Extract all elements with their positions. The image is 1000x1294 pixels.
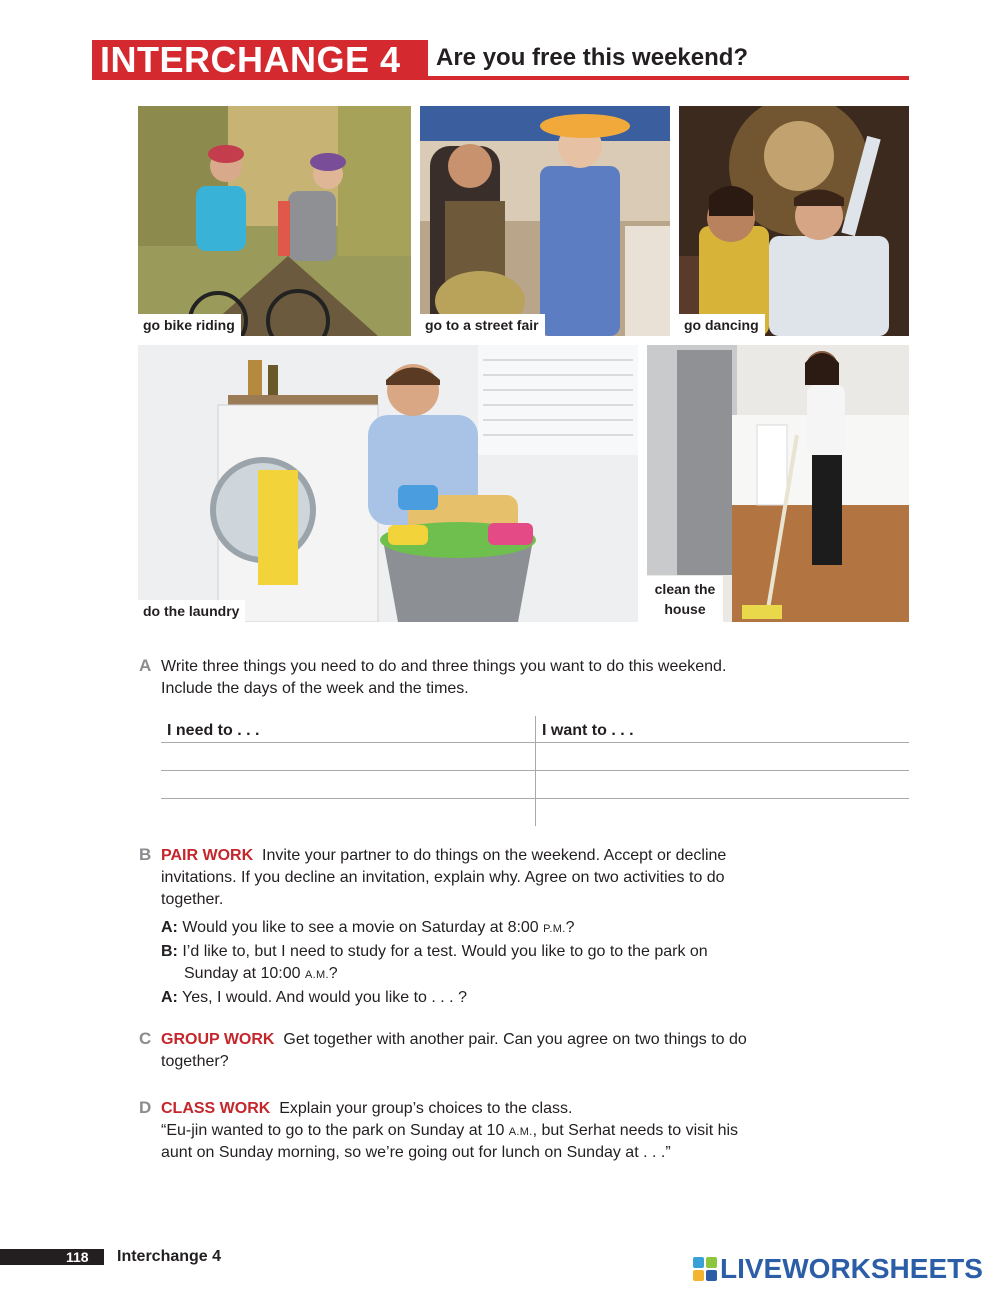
liveworksheets-brand[interactable]: LIVEWORKSHEETS [720,1253,983,1284]
exercise-a-line2: Include the days of the week and the times. [161,680,469,697]
exercise-b-line1-text: Invite your partner to do things on the weekend. Accept or decline [262,847,727,864]
dialog-2b-text: Sunday at 10:00 [184,965,305,982]
dialog-1-text: Would you like to see a movie on Saturday at 8:00 [182,919,544,936]
header-rule [428,76,909,80]
dialog-line-2 [161,941,708,963]
dialog-line-2b [184,963,338,986]
exercise-a-letter: A [139,656,152,675]
quote-1a: “Eu-jin wanted to go to the park on Sunday at 10 [161,1122,509,1139]
speaker-a-2: A: [161,989,178,1006]
speaker-a: A: [161,919,178,936]
table-line-2 [161,770,909,771]
table-line-1 [161,742,909,743]
caption-bike-riding: go bike riding [138,314,241,336]
exercise-d-line1 [161,1098,572,1120]
street-fair-image [420,106,670,336]
table-line-3 [161,798,909,799]
page-title: Are you free this weekend? [436,44,749,71]
quote-1-am: A.M. [508,1126,533,1138]
dialog-line-3 [161,987,467,1009]
photo-laundry [138,345,638,622]
exercise-b-line2: invitations. If you decline an invitation, explain why. Agree on two activities to do [161,869,725,886]
exercise-b-line3: together. [161,891,224,908]
caption-laundry: do the laundry [138,600,245,622]
exercise-d-quote2: aunt on Sunday morning, so we’re going out for lunch on Sunday at . . .” [161,1144,671,1161]
quote-1b: , but Serhat needs to visit his [532,1122,739,1139]
exercise-c-line2: together? [161,1053,229,1070]
exercise-c-letter: C [139,1029,152,1048]
caption-dancing: go dancing [679,314,765,336]
caption-clean-house: clean the house [647,576,723,622]
table-header-need: I need to . . . [167,722,260,739]
table-header-want: I want to . . . [542,722,634,739]
speaker-b: B: [161,943,178,960]
group-work-keyword: GROUP WORK [161,1031,275,1048]
liveworksheets-logo-icon [693,1257,717,1281]
exercise-b-line1 [161,845,726,867]
dialog-1-end: ? [565,919,575,936]
exercise-d-quote1 [161,1120,738,1143]
page-unit-name: Interchange 4 [117,1248,222,1265]
dialog-1-pm: P.M. [543,923,566,935]
exercise-b-letter: B [139,845,152,864]
photo-street-fair [420,106,670,336]
exercise-d-letter: D [139,1098,152,1117]
photo-clean-house [647,345,909,622]
photo-dancing [679,106,909,336]
exercise-c-line1-text: Get together with another pair. Can you agree on two things to do [283,1031,747,1048]
exercise-a-line1: Write three things you need to do and three things you want to do this weekend. [161,658,727,675]
unit-label: INTERCHANGE 4 [100,39,401,80]
dialog-2-text: I’d like to, but I need to study for a test. Would you like to go to the park on [182,943,708,960]
photo-bike-riding [138,106,411,336]
class-work-keyword: CLASS WORK [161,1100,271,1117]
dialog-3-text: Yes, I would. And would you like to . . . ? [182,989,467,1006]
dialog-2b-am: A.M. [304,969,329,981]
exercise-c-line1 [161,1029,747,1051]
dialog-line-1 [161,917,574,940]
page-number: 118 [66,1249,89,1265]
exercise-d-line1-text: Explain your group’s choices to the class. [279,1100,573,1117]
dialog-2b-end: ? [328,965,338,982]
bike-riding-image [138,106,411,336]
pair-work-keyword: PAIR WORK [161,847,254,864]
laundry-image [138,345,638,622]
table-divider [535,716,536,826]
caption-street-fair: go to a street fair [420,314,545,336]
dancing-image [679,106,909,336]
